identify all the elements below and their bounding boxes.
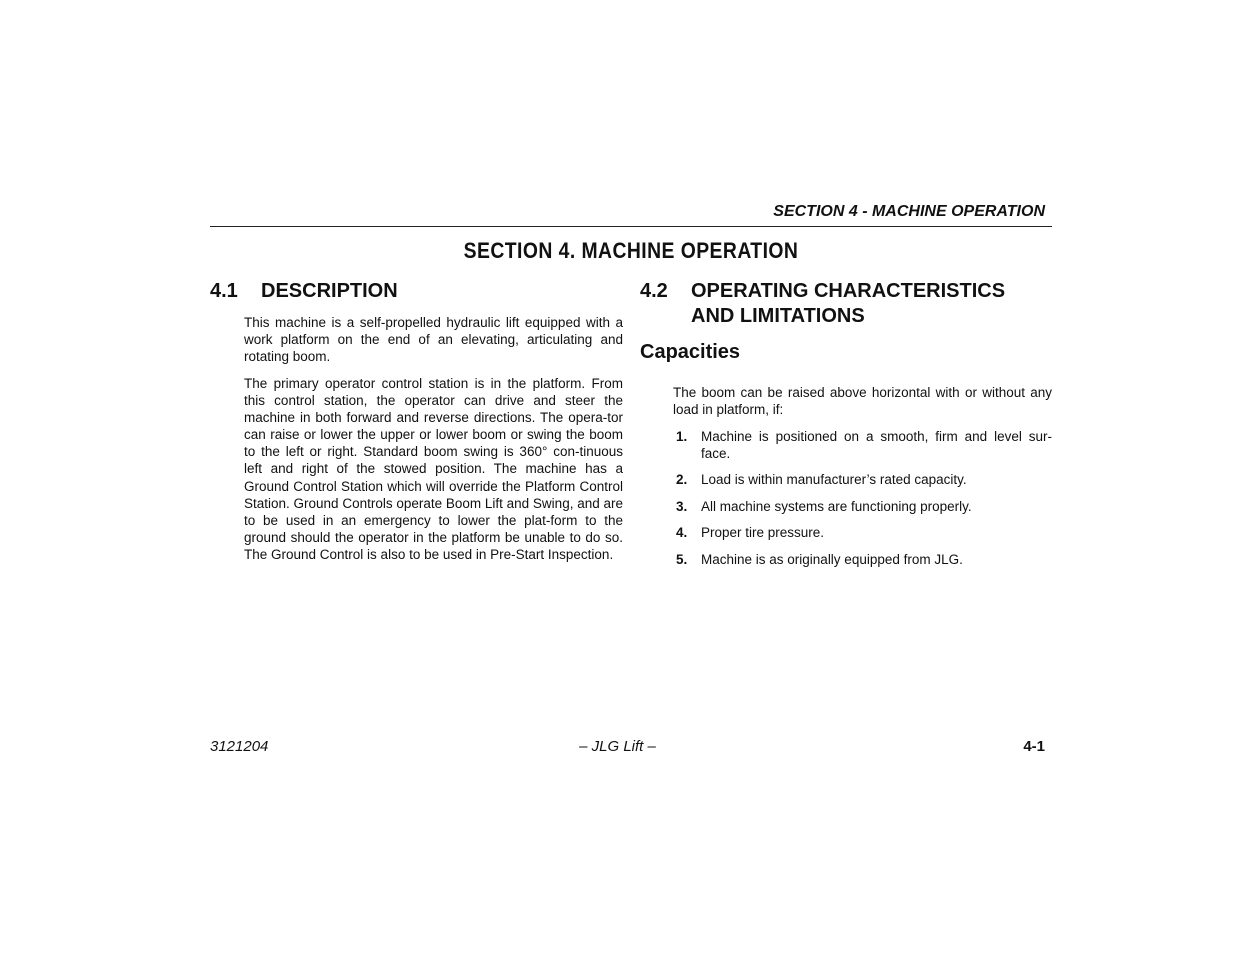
section-heading-text: OPERATING CHARACTERISTICS AND LIMITATIONS	[691, 280, 1006, 327]
list-item	[676, 471, 1052, 488]
running-header: SECTION 4 - MACHINE OPERATION	[773, 203, 1045, 220]
list-item	[676, 524, 1052, 541]
list-number: 2.	[676, 472, 688, 487]
footer-page-number: 4-1	[1023, 738, 1045, 755]
capacities-subheading: Capacities	[640, 341, 741, 363]
description-paragraph: The primary operator control station is in the platform. From this control station, the operator can drive and steer the machine in both forward and reverse directions. The opera-tor can raise or lower the upper or lower boom or swing the boom to the left or right. Standard boom swing is 360° con-tinuous left and right of the stowed position. The machine has a Ground Control Station which will override the Platform Control Station. Ground Controls operate Boom Lift and Swing, and are to be used in an emergency to lower the plat-form to the ground should the operator in the platform be unable to do so. The Ground Control is also to be used in Pre-Start Inspection.	[244, 376, 623, 562]
section-number: 4.1	[210, 280, 238, 302]
list-text: All machine systems are functioning properly.	[701, 499, 972, 514]
list-text: Load is within manufacturer’s rated capacity.	[701, 472, 967, 487]
list-item	[676, 551, 1052, 568]
list-item	[676, 428, 1052, 462]
list-text: Proper tire pressure.	[701, 525, 825, 540]
list-number: 1.	[676, 429, 688, 444]
capacities-intro: The boom can be raised above horizontal with or without any load in platform, if:	[673, 385, 1052, 418]
section-4-2-heading	[640, 279, 1052, 329]
list-number: 5.	[676, 552, 688, 567]
list-text: Machine is positioned on a smooth, firm and level sur-face.	[701, 429, 1052, 462]
footer-doc-number: 3121204	[210, 738, 269, 755]
section-number: 4.2	[640, 280, 668, 302]
footer-title: – JLG Lift –	[579, 738, 656, 755]
header-divider	[210, 226, 1052, 227]
list-number: 4.	[676, 525, 688, 540]
list-item	[676, 498, 1052, 515]
section-4-1-heading	[210, 279, 610, 304]
description-paragraph: This machine is a self-propelled hydraulic lift equipped with a work platform on the end of an elevating, articulating and rotating boom.	[244, 315, 623, 365]
list-text: Machine is as originally equipped from JLG.	[701, 552, 963, 567]
section-title: SECTION 4. MACHINE OPERATION	[463, 238, 799, 263]
section-heading-text: DESCRIPTION	[261, 280, 398, 302]
list-number: 3.	[676, 499, 688, 514]
